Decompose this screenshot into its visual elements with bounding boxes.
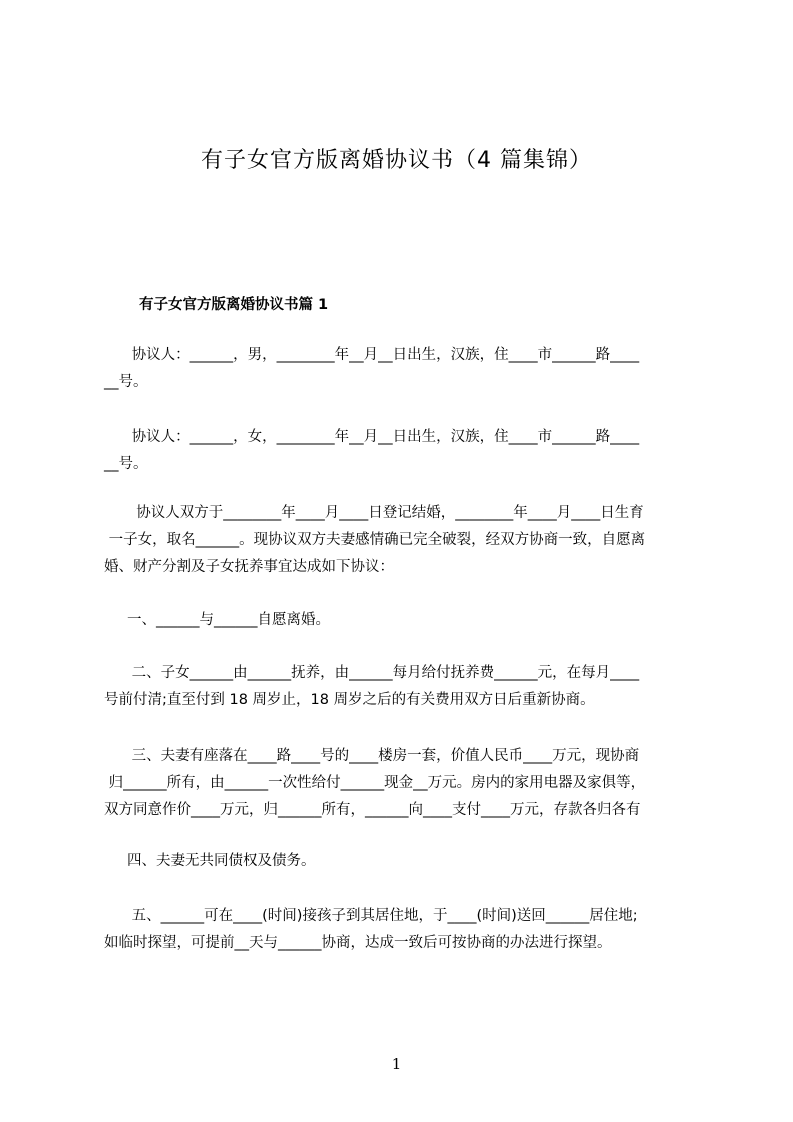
paragraph-line: 一、______与______自愿离婚。 bbox=[104, 612, 331, 628]
paragraph-line: 协议人：______，女，________年__月__日出生，汉族，住____市______路____ bbox=[104, 429, 640, 445]
clause-1 bbox=[104, 607, 704, 634]
paragraph-line: 如临时探望，可提前__天与______协商，达成一致后可按协商的办法进行探望。 bbox=[104, 935, 612, 951]
paragraph-party-male bbox=[104, 342, 704, 396]
paragraph-line: 协议人：______，男，________年__月__日出生，汉族，住____市______路____ bbox=[104, 347, 640, 363]
paragraph-line: 双方同意作价____万元，归______所有，______向____支付____万元，存款各归各有 bbox=[104, 802, 641, 818]
paragraph-line: 四、夫妻无共同债权及债务。 bbox=[104, 853, 316, 869]
paragraph-line: 二、子女______由______抚养，由______每月给付抚养费______元，在每月____ bbox=[104, 665, 640, 681]
section-heading: 有子女官方版离婚协议书篇 1 bbox=[139, 297, 329, 313]
paragraph-marriage-info bbox=[104, 500, 704, 581]
clause-2 bbox=[104, 660, 704, 714]
paragraph-line: __号。 bbox=[104, 456, 148, 472]
clause-5 bbox=[104, 903, 704, 957]
paragraph-line: 归______所有，由______一次性给付______现金__万元。房内的家用电器及家俱等， bbox=[104, 775, 646, 791]
paragraph-line: 一子女，取名______。现协议双方夫妻感情确已完全破裂，经双方协商一致，自愿离 bbox=[104, 532, 646, 548]
paragraph-line: 五、______可在____(时间)接孩子到其居住地，于____(时间)送回______居住地; bbox=[104, 908, 638, 924]
paragraph-line: __号。 bbox=[104, 374, 148, 390]
paragraph-line: 三、夫妻有座落在____路____号的____楼房一套，价值人民币____万元，现协商 bbox=[104, 748, 640, 764]
paragraph-party-female bbox=[104, 424, 704, 478]
paragraph-line: 号前付清;直至付到 18 周岁止，18 周岁之后的有关费用双方日后重新协商。 bbox=[104, 692, 595, 708]
document-title: 有子女官方版离婚协议书（4 篇集锦） bbox=[201, 148, 592, 173]
page-number: 1 bbox=[391, 1055, 402, 1073]
paragraph-line: 协议人双方于________年____月____日登记结婚，________年____月____日生育 bbox=[104, 505, 644, 521]
clause-3 bbox=[104, 743, 704, 824]
paragraph-line: 婚、财产分割及子女抚养事宜达成如下协议： bbox=[104, 559, 394, 575]
clause-4 bbox=[104, 848, 704, 875]
